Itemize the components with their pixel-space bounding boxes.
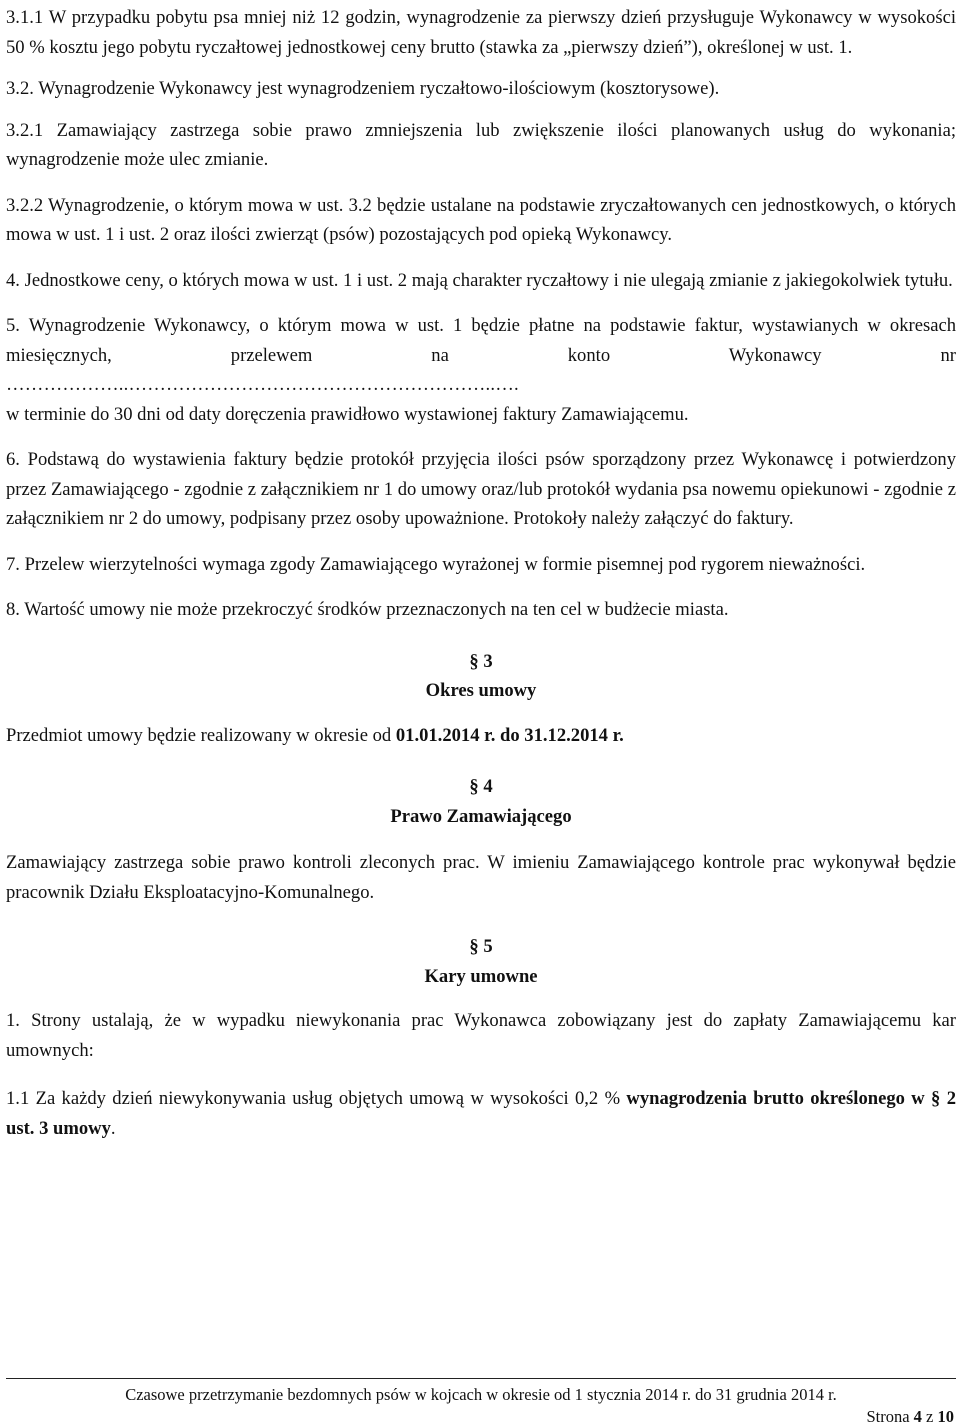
page-total: 10 bbox=[937, 1407, 954, 1426]
section-4-number: § 4 bbox=[469, 776, 493, 797]
paragraph-5-line1: 5. Wynagrodzenie Wykonawcy, o którym mowa w ust. 1 będzie płatne na podstawie faktur, wystawianych w okresach miesięcznych, przelewem na konto Wykonawcy nr bbox=[6, 315, 956, 366]
section-5-title: Kary umowne bbox=[424, 965, 538, 987]
paragraph-5-line2: w terminie do 30 dni od daty doręczenia prawidłowo wystawionej faktury Zamawiającemu. bbox=[6, 403, 689, 425]
paragraph-3-2-1: 3.2.1 Zamawiający zastrzega sobie prawo zmniejszenia lub zwiększenie ilości planowanych usług do wykonania; wynagrodzenie może ulec zmianie. bbox=[6, 119, 956, 170]
section-4-heading bbox=[6, 772, 956, 831]
section-5-heading bbox=[6, 932, 956, 991]
paragraph-4: 4. Jednostkowe ceny, o których mowa w ust. 1 i ust. 2 mają charakter ryczałtowy i nie ulegają zmianie z jakiegokolwiek tytułu. bbox=[6, 269, 953, 291]
paragraph-7: 7. Przelew wierzytelności wymaga zgody Zamawiającego wyrażonej w formie pisemnej pod rygorem nieważności. bbox=[6, 553, 866, 575]
document-page bbox=[6, 0, 956, 1143]
paragraph-8: 8. Wartość umowy nie może przekroczyć środków przeznaczonych na ten cel w budżecie miasta. bbox=[6, 599, 729, 620]
page-current: 4 bbox=[913, 1407, 922, 1426]
account-number-placeholder: ………………..…………………………………………………..…. bbox=[6, 374, 519, 395]
section-5-paragraph-1: 1. Strony ustalają, że w wypadku niewykonania prac Wykonawca zobowiązany jest do zapłaty Zamawiającemu kar umownych: bbox=[6, 1010, 956, 1061]
paragraph-5 bbox=[6, 311, 956, 429]
section-5-p11-prefix: 1.1 Za każdy dzień niewykonywania usług objętych umową w wysokości 0,2 % bbox=[6, 1088, 627, 1109]
section-3-text bbox=[6, 721, 956, 751]
section-4-text: Zamawiający zastrzega sobie prawo kontroli zleconych prac. W imieniu Zamawiającego kontrole prac wykonywał będzie pracownik Działu Eksploatacyjno-Komunalnego. bbox=[6, 852, 956, 903]
section-3-text-prefix: Przedmiot umowy będzie realizowany w okresie od bbox=[6, 724, 396, 746]
section-3-title: Okres umowy bbox=[425, 680, 537, 701]
section-5-paragraph-1-1 bbox=[6, 1084, 956, 1143]
section-4-title: Prawo Zamawiającego bbox=[390, 805, 572, 827]
paragraph-6: 6. Podstawą do wystawienia faktury będzie protokół przyjęcia ilości psów sporządzony przez Wykonawcę i potwierdzony przez Zamawiającego - zgodnie z załącznikiem nr 1 do umowy oraz/lub protokół wydania psa nowemu opiekunowi - zgodnie z załącznikiem nr 2 do umowy, podpisany przez osoby upoważnione. Protokoły należy załączyć do faktury. bbox=[6, 449, 956, 529]
paragraph-3-2: 3.2. Wynagrodzenie Wykonawcy jest wynagrodzeniem ryczałtowo-ilościowym (kosztorysowe). bbox=[6, 78, 720, 99]
section-5-p11-suffix: . bbox=[110, 1117, 116, 1139]
section-5-p11-bold: wynagrodzenia brutto określonego w § 2 ust. 3 umowy bbox=[6, 1088, 956, 1139]
page-separator: z bbox=[921, 1407, 938, 1426]
paragraph-3-2-2: 3.2.2 Wynagrodzenie, o którym mowa w ust. 3.2 będzie ustalane na podstawie zryczałtowanych cen jednostkowych, o których mowa w ust. 1 i ust. 2 oraz ilości zwierząt (psów) pozostających pod opieką Wykonawcy. bbox=[6, 194, 956, 245]
page-number bbox=[866, 1407, 954, 1427]
contract-period: 01.01.2014 r. do 31.12.2014 r. bbox=[395, 724, 624, 746]
paragraph-3-1-1: 3.1.1 W przypadku pobytu psa mniej niż 12 godzin, wynagrodzenie za pierwszy dzień przysługuje Wykonawcy w wysokości 50 % kosztu jego pobytu ryczałtowej jednostkowej ceny brutto (stawka za „pierwszy dzień”), określonej w ust. 1. bbox=[6, 7, 956, 58]
section-5-number: § 5 bbox=[469, 936, 493, 957]
section-3-heading bbox=[6, 647, 956, 706]
section-3-number: § 3 bbox=[469, 650, 493, 672]
page-label: Strona bbox=[866, 1407, 914, 1426]
page-footer: Czasowe przetrzymanie bezdomnych psów w kojcach w okresie od 1 stycznia 2014 r. do 31 grudnia 2014 r. bbox=[6, 1378, 956, 1405]
